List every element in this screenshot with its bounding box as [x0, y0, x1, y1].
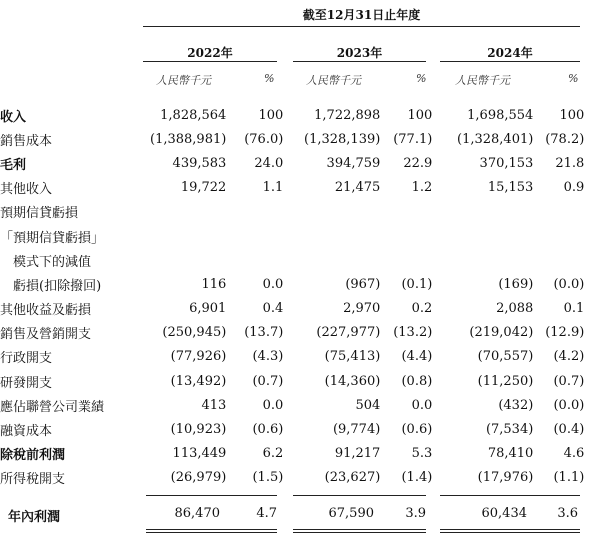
cell-2024-pct: (78.2) — [545, 131, 585, 147]
cell-2023-amount — [283, 248, 380, 272]
cell-2022-pct: 1.1 — [262, 180, 284, 196]
row-label: 應佔聯營公司業績 — [0, 399, 105, 415]
cell-2022-amount: 439,583 — [172, 155, 227, 171]
unit-pct-2022: % — [264, 72, 275, 85]
total-rule-2024 — [440, 495, 580, 496]
cell-2023-pct: (4.4) — [401, 349, 433, 365]
income-statement-table — [0, 103, 584, 490]
cell-2024-amount: (432) — [498, 397, 534, 413]
cell-2023-pct: (0.1) — [401, 276, 433, 292]
table-row — [0, 345, 584, 369]
cell-2024-amount: 78,410 — [487, 446, 534, 462]
table-row — [0, 224, 584, 248]
year-2022-rule — [143, 61, 277, 62]
row-label: 其他收入 — [0, 182, 53, 198]
cell-2022-pct: 24.0 — [254, 155, 284, 171]
total-2022-amount: 86,470 — [174, 506, 220, 521]
year-2024-header: 2024年 — [487, 46, 533, 60]
table-row — [0, 127, 584, 151]
cell-2023-amount: (75,413) — [324, 349, 381, 365]
period-header: 截至12月31日止年度 — [302, 8, 421, 22]
row-label: 融資成本 — [0, 424, 53, 440]
total-2024-amount: 60,434 — [481, 506, 527, 521]
total-row — [0, 506, 594, 526]
row-label: 除稅前利潤 — [0, 448, 66, 464]
cell-2023-amount: (967) — [345, 276, 381, 292]
cell-2022-pct: 100 — [258, 107, 284, 123]
table-row — [0, 393, 584, 417]
cell-2023-pct — [380, 248, 432, 272]
cell-2022-amount: (10,923) — [170, 422, 227, 438]
cell-2023-amount: 21,475 — [334, 180, 381, 196]
cell-2024-pct: (1.1) — [553, 470, 585, 486]
cell-2024-pct: (0.4) — [553, 422, 585, 438]
cell-2022-pct: (0.6) — [252, 422, 284, 438]
cell-2023-pct: 22.9 — [403, 155, 433, 171]
unit-pct-2024: % — [568, 72, 579, 85]
cell-2024-pct: 4.6 — [563, 446, 585, 462]
cell-2022-pct: 6.2 — [262, 446, 284, 462]
cell-2022-pct: 0.0 — [262, 276, 284, 292]
cell-2022-pct: 0.4 — [262, 301, 284, 317]
cell-2024-amount: (219,042) — [469, 325, 534, 341]
row-label: 模式下的減值 — [0, 254, 92, 270]
table-row — [0, 466, 584, 490]
cell-2022-amount: (77,926) — [170, 349, 227, 365]
cell-2023-pct: (77.1) — [393, 131, 433, 147]
cell-2023-amount: (14,360) — [324, 373, 381, 389]
cell-2024-amount: 2,088 — [496, 301, 534, 317]
unit-amount-2024: 人民幣千元 — [455, 74, 510, 87]
cell-2023-pct: (0.6) — [401, 422, 433, 438]
table-row — [0, 417, 584, 441]
cell-2022-pct — [226, 200, 283, 224]
row-label: 其他收益及虧損 — [0, 303, 92, 319]
row-label: 研發開支 — [0, 375, 53, 391]
double-rule-2024-a — [440, 529, 580, 530]
cell-2024-amount — [432, 248, 533, 272]
cell-2022-pct: (0.7) — [252, 373, 284, 389]
cell-2023-amount: (9,774) — [332, 422, 381, 438]
cell-2022-pct: (4.3) — [252, 349, 284, 365]
cell-2022-amount: 113,449 — [172, 446, 227, 462]
cell-2024-amount — [432, 200, 533, 224]
cell-2024-pct: (12.9) — [545, 325, 585, 341]
cell-2023-pct: (1.4) — [401, 470, 433, 486]
cell-2024-pct — [533, 200, 584, 224]
table-row — [0, 297, 584, 321]
year-2024-rule — [440, 61, 580, 62]
cell-2024-amount: 15,153 — [487, 180, 534, 196]
cell-2024-pct: 100 — [559, 107, 585, 123]
double-rule-2022-a — [146, 529, 277, 530]
cell-2023-pct: 5.3 — [411, 446, 433, 462]
cell-2022-pct: 0.0 — [262, 397, 284, 413]
cell-2022-amount: (26,979) — [170, 470, 227, 486]
cell-2024-pct — [533, 224, 584, 248]
table-row — [0, 103, 584, 127]
cell-2022-amount: 19,722 — [180, 180, 227, 196]
total-rule-2022 — [146, 495, 277, 496]
cell-2023-pct: (0.8) — [401, 373, 433, 389]
table-row — [0, 176, 584, 200]
cell-2024-amount: (7,534) — [485, 422, 534, 438]
table-row — [0, 151, 584, 175]
cell-2024-amount: (17,976) — [477, 470, 534, 486]
cell-2022-amount: 413 — [201, 397, 227, 413]
cell-2024-pct: (4.2) — [553, 349, 585, 365]
row-label: 所得稅開支 — [0, 472, 66, 488]
cell-2023-amount — [283, 224, 380, 248]
row-label: 行政開支 — [0, 351, 53, 367]
row-label: 收入 — [0, 109, 27, 125]
cell-2022-amount — [150, 248, 226, 272]
cell-2023-amount: 1,722,898 — [314, 107, 381, 123]
total-rule-2023 — [293, 495, 426, 496]
cell-2022-amount: (13,492) — [170, 373, 227, 389]
row-label: 毛利 — [0, 157, 27, 173]
cell-2022-amount: 6,901 — [189, 301, 227, 317]
cell-2023-pct: 1.2 — [411, 180, 433, 196]
cell-2024-pct: 21.8 — [555, 155, 585, 171]
cell-2024-amount: (169) — [498, 276, 534, 292]
row-label: 銷售及營銷開支 — [0, 327, 92, 343]
table-row — [0, 369, 584, 393]
cell-2022-pct — [226, 248, 283, 272]
cell-2024-amount: 1,698,554 — [467, 107, 534, 123]
cell-2023-pct: (13.2) — [393, 325, 433, 341]
cell-2022-pct — [226, 224, 283, 248]
year-2022-header: 2022年 — [187, 46, 233, 60]
cell-2023-pct: 0.0 — [411, 397, 433, 413]
double-rule-2024-b — [440, 532, 580, 533]
cell-2023-amount: (1,328,139) — [304, 131, 381, 147]
table-row — [0, 272, 584, 296]
cell-2022-pct: (1.5) — [252, 470, 284, 486]
table-row — [0, 200, 584, 224]
cell-2024-amount — [432, 224, 533, 248]
total-label: 年內利潤 — [8, 510, 61, 525]
total-2023-amount: 67,590 — [328, 506, 374, 521]
cell-2022-pct: (13.7) — [244, 325, 284, 341]
cell-2024-pct — [533, 248, 584, 272]
cell-2024-amount: (1,328,401) — [457, 131, 534, 147]
cell-2022-amount: (250,945) — [162, 325, 227, 341]
cell-2023-amount: 394,759 — [326, 155, 381, 171]
double-rule-2023-b — [293, 532, 426, 533]
year-2023-header: 2023年 — [336, 46, 383, 60]
cell-2023-amount: 2,970 — [343, 301, 381, 317]
cell-2022-amount — [150, 224, 226, 248]
cell-2022-amount: 1,828,564 — [160, 107, 227, 123]
cell-2023-pct: 100 — [407, 107, 433, 123]
year-2023-rule — [293, 61, 426, 62]
cell-2022-pct: (76.0) — [244, 131, 284, 147]
unit-amount-2022: 人民幣千元 — [156, 74, 211, 87]
cell-2023-amount — [283, 200, 380, 224]
unit-pct-2023: % — [416, 72, 427, 85]
cell-2023-amount: 91,217 — [334, 446, 381, 462]
total-2022-pct: 4.7 — [256, 506, 277, 521]
row-label: 銷售成本 — [0, 133, 53, 149]
table-row — [0, 321, 584, 345]
cell-2023-amount: (23,627) — [324, 470, 381, 486]
unit-amount-2023: 人民幣千元 — [306, 74, 361, 87]
cell-2024-amount: (70,557) — [477, 349, 534, 365]
cell-2023-amount: 504 — [355, 397, 381, 413]
cell-2024-pct: (0.7) — [553, 373, 585, 389]
double-rule-2023-a — [293, 529, 426, 530]
total-2023-pct: 3.9 — [405, 506, 426, 521]
double-rule-2022-b — [146, 532, 277, 533]
row-label: 預期信貸虧損 — [0, 206, 79, 222]
cell-2023-pct — [380, 200, 432, 224]
cell-2022-amount: (1,388,981) — [150, 131, 227, 147]
cell-2024-pct: 0.1 — [563, 301, 585, 317]
cell-2024-pct: 0.9 — [563, 180, 585, 196]
cell-2024-pct: (0.0) — [553, 276, 585, 292]
cell-2023-amount: (227,977) — [316, 325, 381, 341]
cell-2023-pct — [380, 224, 432, 248]
total-2024-pct: 3.6 — [557, 506, 578, 521]
cell-2022-amount — [150, 200, 226, 224]
cell-2024-pct: (0.0) — [553, 397, 585, 413]
table-row — [0, 248, 584, 272]
period-rule — [143, 26, 580, 27]
row-label: 「預期信貸虧損」 — [0, 230, 105, 246]
cell-2024-amount: (11,250) — [477, 373, 534, 389]
table-row — [0, 442, 584, 466]
cell-2024-amount: 370,153 — [479, 155, 534, 171]
cell-2022-amount: 116 — [201, 276, 227, 292]
row-label: 虧損(扣除撥回) — [0, 278, 102, 294]
cell-2023-pct: 0.2 — [411, 301, 433, 317]
